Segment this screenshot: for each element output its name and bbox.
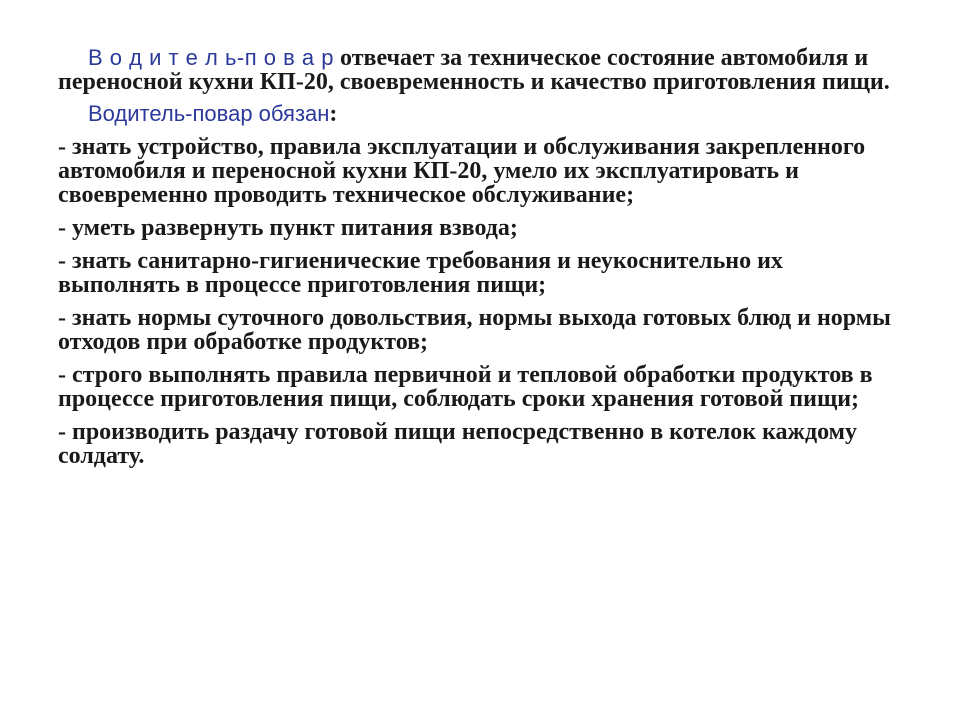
duties-heading xyxy=(58,102,908,126)
duties-heading-text: Водитель-повар обязан xyxy=(88,101,330,126)
duty-item-4: - знать нормы суточного довольствия, нормы выхода готовых блюд и нормы отходов при обработке продуктов; xyxy=(58,305,891,355)
duty-item-2: - уметь развернуть пункт питания взвода; xyxy=(58,215,518,241)
intro-paragraph xyxy=(58,46,908,94)
duty-item-5: - строго выполнять правила первичной и тепловой обработки продуктов в процессе приготовления пищи, соблюдать сроки хранения готовой пищи; xyxy=(58,362,873,412)
slide-body xyxy=(58,46,908,477)
duty-item-1: - знать устройство, правила эксплуатации и обслуживания закрепленного автомобиля и переносной кухни КП-20, умело их эксплуатировать и своевременно проводить техническое обслуживание; xyxy=(58,134,866,208)
role-title: В о д и т е л ь-п о в а р xyxy=(88,45,335,70)
duty-item-6: - производить раздачу готовой пищи непосредственно в котелок каждому солдату. xyxy=(58,419,857,469)
duty-item-3: - знать санитарно-гигиенические требования и неукоснительно их выполнять в процессе приготовления пищи; xyxy=(58,248,783,298)
duties-heading-colon: : xyxy=(329,101,338,127)
intro-text: отвечает за техническое состояние автомобиля и переносной кухни КП-20, своевременность и качество приготовления пищи. xyxy=(58,45,890,95)
